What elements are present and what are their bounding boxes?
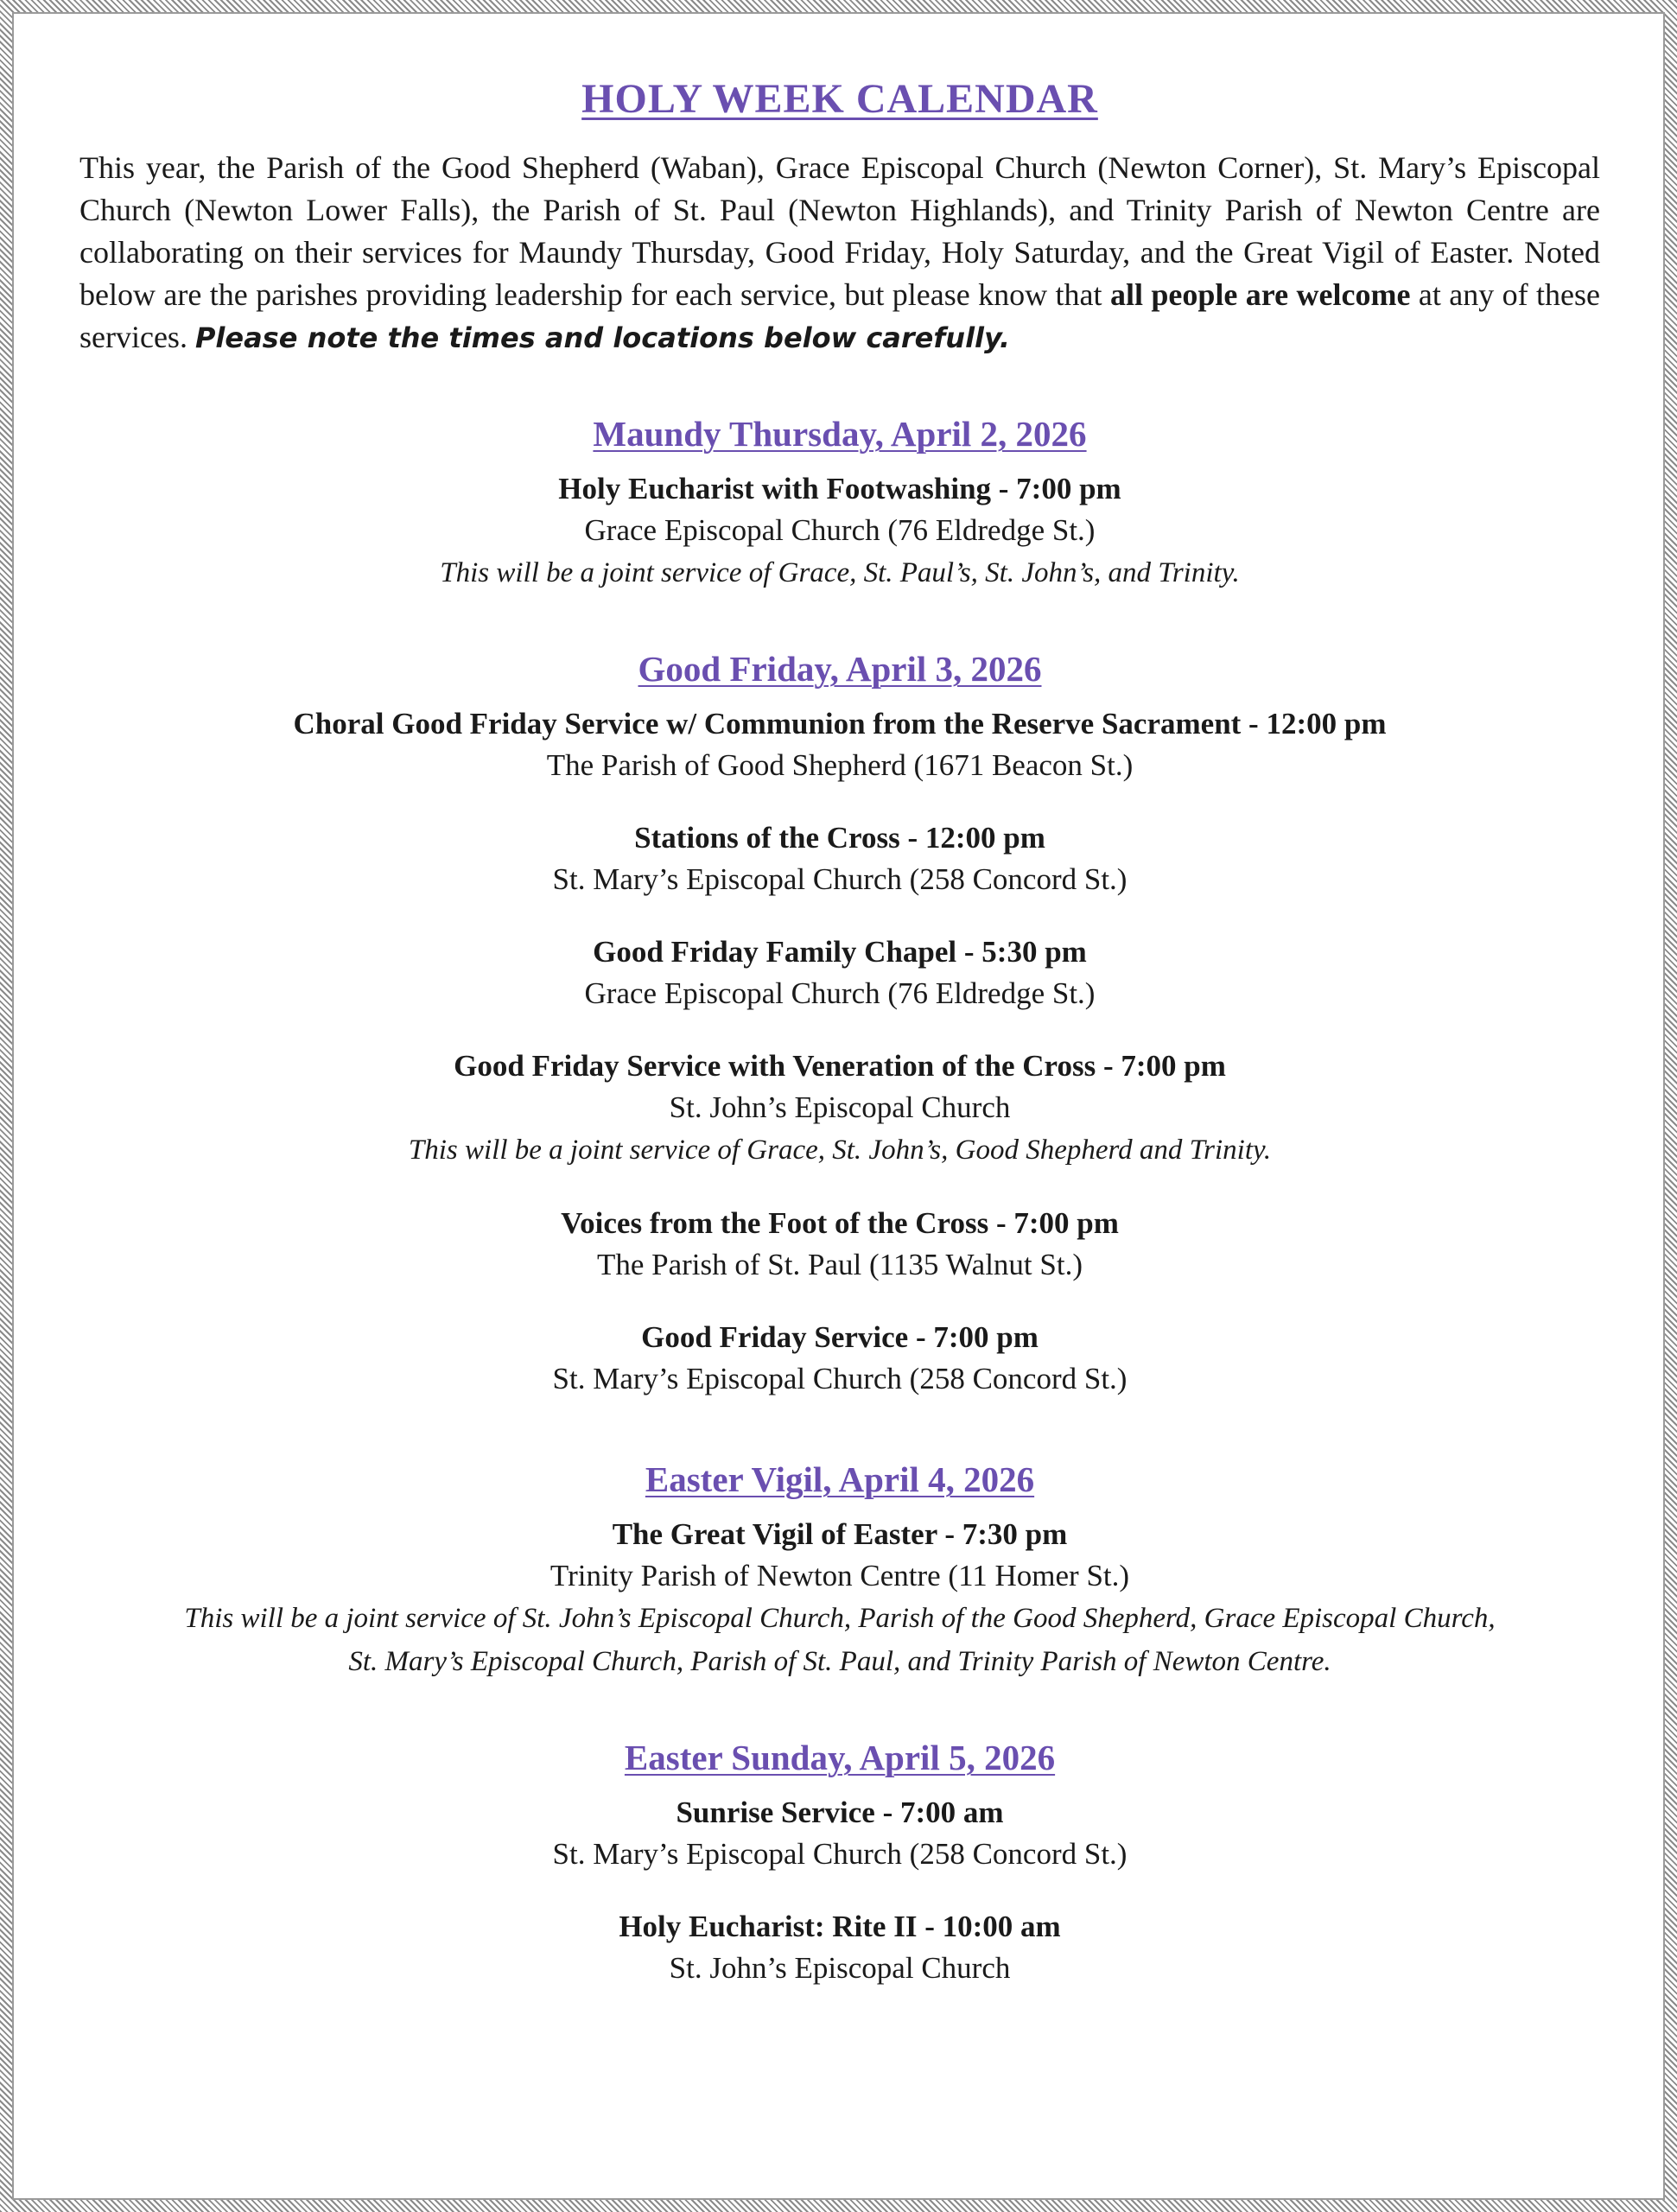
service-entry bbox=[79, 1203, 1600, 1286]
service-title: Good Friday Family Chapel - 5:30 pm bbox=[593, 935, 1087, 969]
service-title: Choral Good Friday Service w/ Communion from the Reserve Sacrament - 12:00 pm bbox=[293, 707, 1387, 741]
service-entry bbox=[79, 1046, 1600, 1172]
service-location: St. Mary’s Episcopal Church (258 Concord St.) bbox=[552, 1837, 1128, 1871]
service-entry bbox=[79, 703, 1600, 786]
service-location: St. John’s Episcopal Church bbox=[669, 1090, 1011, 1124]
service-entry bbox=[79, 817, 1600, 900]
service-location: The Parish of Good Shepherd (1671 Beacon St.) bbox=[546, 748, 1134, 782]
page-title: HOLY WEEK CALENDAR bbox=[581, 76, 1098, 122]
service-entry bbox=[79, 1317, 1600, 1400]
service-entry bbox=[79, 1514, 1600, 1683]
service-location: Trinity Parish of Newton Centre (11 Homer St.) bbox=[549, 1559, 1130, 1592]
service-title: Voices from the Foot of the Cross - 7:00 pm bbox=[561, 1206, 1119, 1240]
service-entry bbox=[79, 468, 1600, 594]
day-section-good-friday bbox=[79, 645, 1600, 1400]
service-title: Stations of the Cross - 12:00 pm bbox=[634, 821, 1045, 855]
service-location: St. John’s Episcopal Church bbox=[669, 1951, 1011, 1985]
service-location: St. Mary’s Episcopal Church (258 Concord St.) bbox=[552, 1362, 1128, 1395]
day-heading: Maundy Thursday, April 2, 2026 bbox=[593, 414, 1087, 454]
intro-emphasis: all people are welcome bbox=[1109, 277, 1411, 312]
service-title: Holy Eucharist: Rite II - 10:00 am bbox=[619, 1910, 1061, 1943]
intro-note: Please note the times and locations below carefully. bbox=[194, 321, 1011, 354]
day-heading: Good Friday, April 3, 2026 bbox=[638, 649, 1042, 689]
day-section-easter-sunday bbox=[79, 1733, 1600, 1989]
service-location: Grace Episcopal Church (76 Eldredge St.) bbox=[584, 976, 1096, 1010]
intro-paragraph bbox=[79, 147, 1600, 359]
service-title: The Great Vigil of Easter - 7:30 pm bbox=[612, 1517, 1068, 1551]
service-entry bbox=[79, 1792, 1600, 1875]
service-location: Grace Episcopal Church (76 Eldredge St.) bbox=[584, 513, 1096, 547]
service-entry bbox=[79, 931, 1600, 1014]
day-heading: Easter Sunday, April 5, 2026 bbox=[624, 1738, 1056, 1777]
day-heading: Easter Vigil, April 4, 2026 bbox=[645, 1459, 1035, 1499]
day-section-maundy-thursday bbox=[79, 410, 1600, 594]
intro-text: This year, the Parish of the Good Shepherd (Waban), Grace Episcopal Church (Newton Corner), St. Mary’s Episcopal Church (Newton Lower Falls), the Parish of St. Paul (Newton Highlands), and Trinity Parish of Newton Centre are collaborating on their services for Maundy Thursday, Good Friday, Holy Saturday, and the Great Vigil of Easter. Noted below are the parishes providing leadership for each service, but please know that bbox=[79, 150, 1600, 312]
service-location: The Parish of St. Paul (1135 Walnut St.) bbox=[596, 1248, 1083, 1281]
service-note-line: St. Mary’s Episcopal Church, Parish of St. Paul, and Trinity Parish of Newton Centre. bbox=[348, 1646, 1331, 1677]
day-section-easter-vigil bbox=[79, 1455, 1600, 1683]
service-title: Good Friday Service with Veneration of the Cross - 7:00 pm bbox=[454, 1049, 1226, 1083]
service-location: St. Mary’s Episcopal Church (258 Concord St.) bbox=[552, 862, 1128, 896]
service-entry bbox=[79, 1906, 1600, 1989]
service-title: Sunrise Service - 7:00 am bbox=[676, 1796, 1004, 1829]
service-note-line: This will be a joint service of St. John’s Episcopal Church, Parish of the Good Shepherd, Grace Episcopal Church, bbox=[184, 1603, 1496, 1634]
service-note: This will be a joint service of Grace, St. John’s, Good Shepherd and Trinity. bbox=[408, 1135, 1272, 1166]
intro-after: at any of these services. bbox=[79, 277, 1601, 354]
service-title: Good Friday Service - 7:00 pm bbox=[641, 1320, 1039, 1354]
service-title: Holy Eucharist with Footwashing - 7:00 pm bbox=[558, 472, 1121, 505]
service-note: This will be a joint service of Grace, St. Paul’s, St. John’s, and Trinity. bbox=[440, 557, 1240, 588]
document-body bbox=[79, 71, 1600, 1989]
